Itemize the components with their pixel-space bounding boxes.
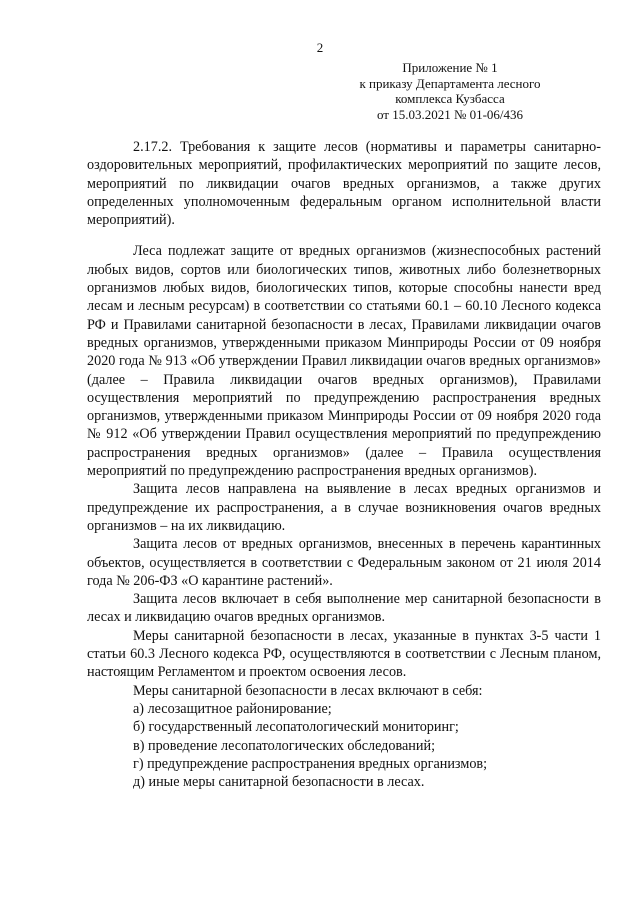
- appendix-order-line: к приказу Департамента лесного: [359, 75, 541, 91]
- paragraph-section-title: 2.17.2. Требования к защите лесов (нормативы и параметры санитарно-оздоровительных мероприятий, профилактических мероприятий по защите лесов, мероприятий по ликвидации очагов вредных организмов, а также других определенных уполномоченным федеральным органом исполнительной власти мероприятий).: [87, 139, 601, 229]
- paragraph-measures-intro: Меры санитарной безопасности в лесах включают в себя:: [133, 682, 483, 699]
- appendix-date-line: от 15.03.2021 № 01-06/436: [376, 106, 524, 122]
- list-item: б) государственный лесопатологический мониторинг;: [133, 719, 459, 736]
- paragraph-protection-purpose: Защита лесов направлена на выявление в лесах вредных организмов и предупреждение их распространения, а в случае возникновения очагов вредных организмов – на их ликвидацию.: [87, 481, 601, 534]
- appendix-department-line: комплекса Кузбасса: [395, 91, 505, 106]
- list-item: д) иные меры санитарной безопасности в лесах.: [133, 774, 425, 791]
- list-item: г) предупреждение распространения вредных организмов;: [133, 755, 488, 772]
- document-body: [87, 138, 601, 791]
- paragraph-quarantine: Защита лесов от вредных организмов, внесенных в перечень карантинных объектов, осуществляется в соответствии с Федеральным законом от 21 июля 2014 года № 206-ФЗ «О карантине растений».: [87, 536, 601, 589]
- paragraph-protection-basis: Леса подлежат защите от вредных организмов (жизнеспособных растений любых видов, сортов или биологических типов, животных либо болезнетворных организмов любых видов, биологических типов, которые способны нанести вред лесам и лесным ресурсам) в соответствии со статьями 60.1 – 60.10 Лесного кодекса РФ и Правилами санитарной безопасности в лесах, Правилами ликвидации очагов вредных организмов, утвержденными приказом Минприроды России от 09 ноября 2020 года № 913 «Об утверждении Правил ликвидации очагов вредных организмов» (далее – Правила ликвидации очагов вредных организмов), Правилами осуществления мероприятий по предупреждению распространения вредных организмов, утвержденными приказом Минприроды России от 09 ноября 2020 года № 912 «Об утверждении Правил осуществления мероприятий по предупреждению распространения вредных организмов» (далее – Правила осуществления мероприятий по предупреждению распространения вредных организмов).: [87, 243, 601, 480]
- page-number: 2: [316, 40, 324, 55]
- paragraph-sanitary-measures: Меры санитарной безопасности в лесах, указанные в пунктах 3-5 части 1 статьи 60.3 Лесного кодекса РФ, осуществляются в соответствии с Лесным планом, настоящим Регламентом и проектом освоения лесов.: [87, 627, 601, 681]
- appendix-title: Приложение № 1: [402, 60, 498, 75]
- appendix-header: [300, 60, 600, 122]
- list-item: а) лесозащитное районирование;: [133, 700, 332, 717]
- paragraph-protection-scope: Защита лесов включает в себя выполнение мер санитарной безопасности в лесах и ликвидацию очагов вредных организмов.: [87, 591, 601, 626]
- list-item: в) проведение лесопатологических обследований;: [133, 737, 436, 754]
